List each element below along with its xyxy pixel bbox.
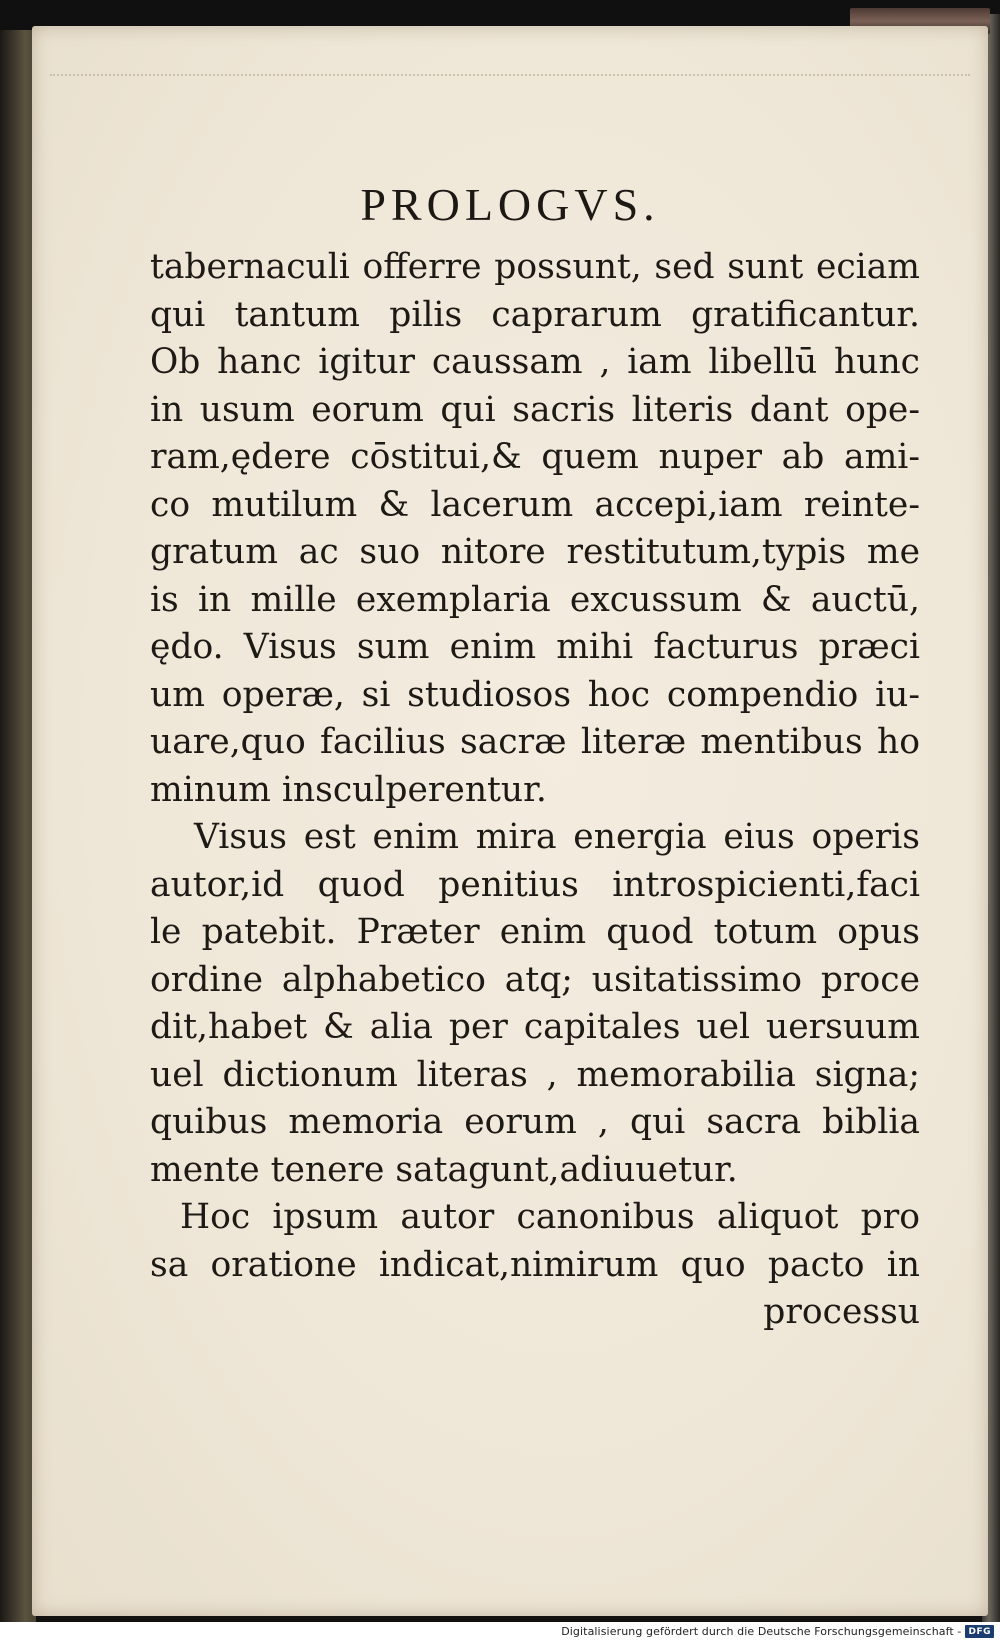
- digitization-footer: [0, 1622, 1000, 1641]
- text-line: gratum ac suo nitore restitutum,typis me: [150, 532, 920, 572]
- book-binding-left: [0, 30, 36, 1622]
- catchword: processu: [763, 1292, 920, 1332]
- text-line: ram,ędere cōstitui,& quem nuper ab ami-: [150, 437, 920, 477]
- text-line: ordine alphabetico atq; usitatissimo proce: [150, 959, 920, 1000]
- text-line: mente tenere satagunt,adiuuetur.: [150, 1149, 738, 1190]
- page-edge-marks: [50, 74, 970, 80]
- text-line: minum insculperentur.: [150, 769, 547, 810]
- text-line: dit,habet & alia per capitales uel uersuum: [150, 1007, 920, 1047]
- text-line: le patebit. Præter enim quod totum opus: [150, 912, 920, 952]
- text-line: autor,id quod penitius introspicienti,faci: [150, 864, 920, 905]
- text-line: quibus memoria eorum , qui sacra biblia: [150, 1102, 920, 1142]
- text-line: co mutilum & lacerum accepi,iam reinte-: [150, 484, 920, 525]
- text-line: sa oratione indicat,nimirum quo pacto in: [150, 1244, 920, 1285]
- dfg-logo: DFG: [965, 1625, 994, 1638]
- text-line: Hoc ipsum autor canonibus aliquot pro: [180, 1197, 920, 1237]
- text-line: um operæ, si studiosos hoc compendio iu-: [150, 674, 920, 715]
- text-line: Ob hanc igitur caussam , iam libellū hunc: [150, 342, 920, 382]
- text-line: is in mille exemplaria excussum & auctū,: [150, 579, 920, 620]
- funding-credit: Digitalisierung gefördert durch die Deutsche Forschungsgemeinschaft -: [561, 1625, 962, 1638]
- text-line: qui tantum pilis caprarum gratificantur.: [150, 294, 920, 335]
- book-page: [32, 26, 988, 1616]
- text-line: uare,quo facilius sacræ literæ mentibus ho: [150, 722, 920, 762]
- page-body-text: [150, 244, 920, 1337]
- page-heading: PROLOGVS.: [360, 179, 660, 230]
- text-line: ędo. Visus sum enim mihi facturus præci: [150, 627, 920, 667]
- text-line: Visus est enim mira energia eius operis: [194, 817, 920, 857]
- text-line: uel dictionum literas , memorabilia signa;: [150, 1054, 920, 1095]
- text-line: tabernaculi offerre possunt, sed sunt eciam: [150, 247, 920, 287]
- text-line: in usum eorum qui sacris literis dant ope-: [150, 389, 920, 430]
